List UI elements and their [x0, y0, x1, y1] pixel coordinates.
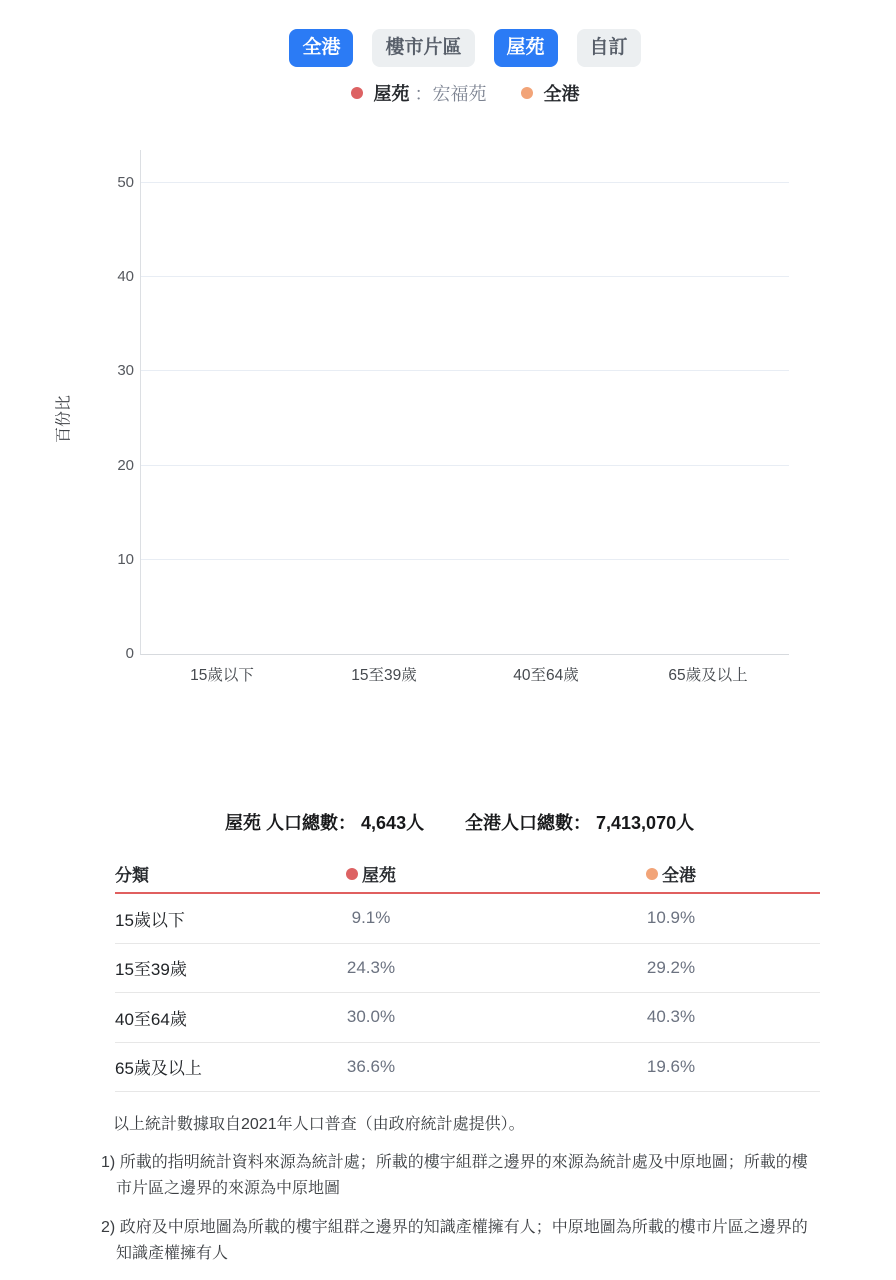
- hk-dot-icon: [646, 868, 658, 880]
- table-row-3: [115, 1043, 820, 1093]
- estate-legend-dot-icon: [351, 87, 363, 99]
- y-axis-labels: [92, 150, 134, 662]
- cell-3-0: 65歲及以上: [115, 1059, 202, 1079]
- tab-estate[interactable]: 屋苑: [494, 29, 558, 67]
- header-hongkong: 全港: [522, 861, 820, 886]
- estate-dot-icon: [346, 868, 358, 880]
- scope-filter-bar: [0, 29, 896, 67]
- cell-2-0: 40至64歲: [115, 1009, 187, 1029]
- bar-group-3: [627, 150, 789, 684]
- hk-legend-dot-icon: [521, 87, 533, 99]
- bar-group-1: [303, 150, 465, 684]
- chart-legend: [0, 80, 896, 106]
- bar-group-0: [141, 150, 303, 684]
- y-tick-label-30: 30: [117, 362, 134, 380]
- table-header-row: [115, 855, 820, 894]
- table-row-2: [115, 993, 820, 1043]
- table-body: [115, 894, 820, 1092]
- table-row-0: [115, 894, 820, 944]
- cell-1-2: 29.2%: [646, 957, 696, 977]
- hk-total: 全港人口總數： 7,413,070人: [465, 813, 695, 833]
- header-estate: 屋苑: [220, 861, 522, 886]
- tab-hongkong[interactable]: 全港: [289, 29, 353, 67]
- legend-item-hongkong[interactable]: [521, 80, 580, 106]
- y-axis-title: 百份比: [55, 394, 73, 444]
- y-tick-label-0: 0: [125, 645, 134, 662]
- cell-1-0: 15至39歲: [115, 960, 187, 980]
- y-tick-label-20: 20: [117, 456, 134, 474]
- table-row-1: [115, 944, 820, 994]
- footnote-2: 2) 政府及中原地圖為所載的樓宇組群之邊界的知識產權擁有人；中原地圖為所載的樓市片區之邊界的知識產權擁有人: [101, 1219, 808, 1262]
- cell-0-2: 10.9%: [646, 908, 696, 928]
- statistics-table: [115, 855, 820, 1092]
- legend-hk-name: 全港: [543, 84, 580, 104]
- y-tick-label-10: 10: [117, 550, 134, 568]
- legend-estate-value: ：宏福苑: [414, 84, 487, 104]
- y-tick-label-40: 40: [117, 268, 134, 286]
- footnotes: [101, 1112, 817, 1280]
- cell-0-0: 15歲以下: [115, 910, 185, 930]
- x-tick-label-3: 65歲及以上: [668, 667, 748, 684]
- x-tick-label-1: 15至39歲: [351, 667, 417, 684]
- cell-2-1: 30.0%: [346, 1007, 396, 1027]
- cell-1-1: 24.3%: [346, 957, 396, 977]
- tab-market-district[interactable]: 樓市片區: [372, 29, 474, 67]
- footnote-1: 1) 所載的指明統計資料來源為統計處；所載的樓宇組群之邊界的來源為統計處及中原地圖；所載的樓市片區之邊界的來源為中原地圖: [101, 1154, 808, 1197]
- cell-3-2: 19.6%: [646, 1056, 696, 1076]
- header-category: 分類: [115, 866, 149, 885]
- bar-group-2: [465, 150, 627, 684]
- cell-2-2: 40.3%: [646, 1007, 696, 1027]
- cell-0-1: 9.1%: [351, 908, 391, 928]
- legend-estate-name: 屋苑: [373, 84, 410, 104]
- data-source-note: 以上統計數據取自2021年人口普查（由政府統計處提供）。: [113, 1116, 525, 1133]
- estate-total: 屋苑 人口總數： 4,643人: [225, 813, 425, 833]
- x-tick-label-0: 15歲以下: [190, 667, 254, 684]
- tab-custom[interactable]: 自訂: [577, 29, 641, 67]
- cell-3-1: 36.6%: [346, 1056, 396, 1076]
- population-summary: [0, 809, 896, 833]
- legend-item-estate[interactable]: [351, 80, 487, 106]
- x-tick-label-2: 40至64歲: [513, 667, 579, 684]
- chart-plot: [140, 150, 789, 684]
- y-tick-label-50: 50: [117, 173, 134, 191]
